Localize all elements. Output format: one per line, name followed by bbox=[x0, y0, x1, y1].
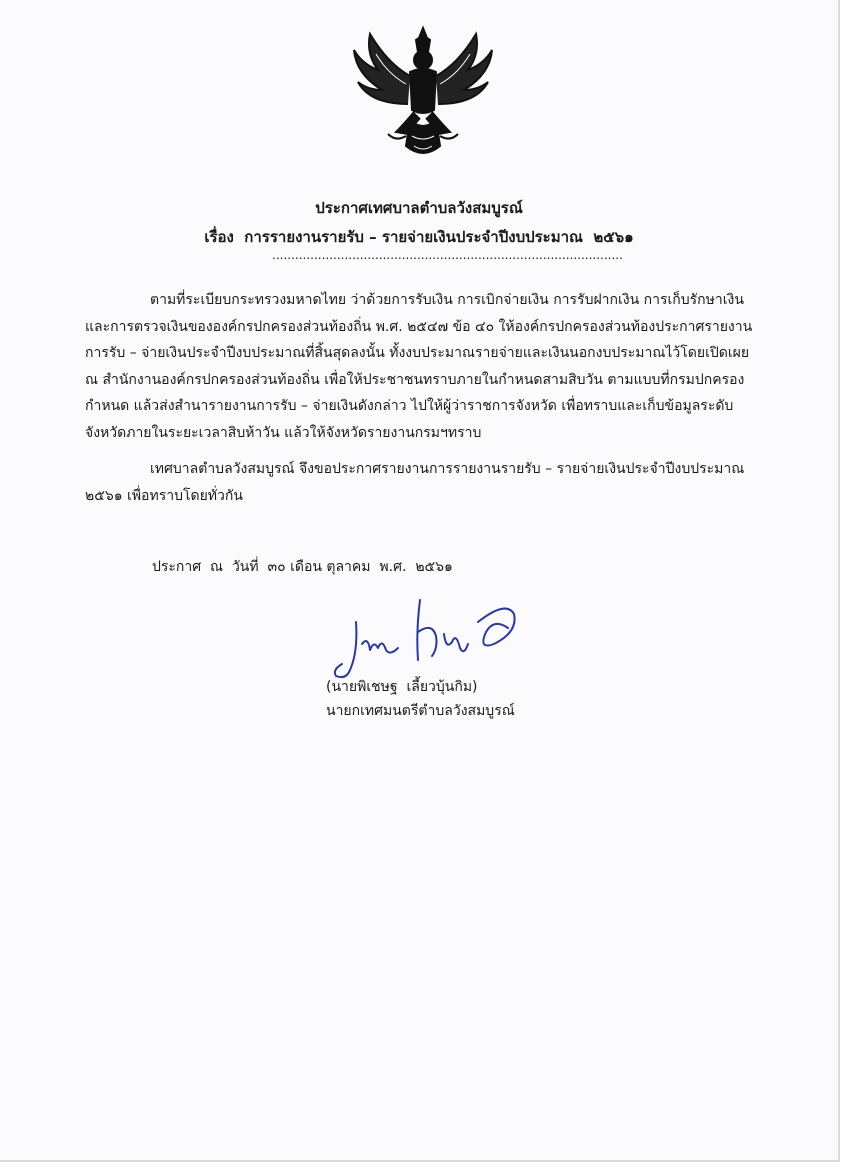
paragraph-line: ณ สำนักงานองค์กรปกครองส่วนท้องถิ่น เพื่อให้ประชาชนทราบภายในกำหนดสามสิบวัน ตามแบบที่กรมปกครอง bbox=[85, 371, 745, 388]
announcement-date: ประกาศ ณ วันที่ ๓๐ เดือน ตุลาคม พ.ศ. ๒๕๖๑ bbox=[152, 559, 453, 575]
paragraph-line: จังหวัดภายในระยะเวลาสิบห้าวัน แล้วให้จังหวัดรายงานกรมฯทราบ bbox=[85, 424, 482, 441]
signer-name: (นายพิเชษฐ เลี้ยวบุ้นกิม) bbox=[326, 679, 478, 695]
paragraph-2 bbox=[85, 456, 753, 509]
paragraph-line: ๒๕๖๑ เพื่อทราบโดยทั่วกัน bbox=[85, 487, 243, 504]
paragraph-line: การรับ – จ่ายเงินประจำปีงบประมาณที่สิ้นสุดลงนั้น ทั้งงบประมาณรายจ่ายและเงินนอกงบประมาณไว้โดยเปิดเผย bbox=[85, 345, 750, 361]
paragraph-1 bbox=[85, 287, 753, 446]
garuda-emblem-icon bbox=[348, 24, 498, 164]
subject-line: เรื่อง การรายงานรายรับ – รายจ่ายเงินประจำปีงบประมาณ ๒๕๖๑ bbox=[204, 228, 634, 246]
signer-title: นายกเทศมนตรีตำบลวังสมบูรณ์ bbox=[326, 703, 515, 719]
paragraph-line: ตามที่ระเบียบกระทรวงมหาดไทย ว่าด้วยการรับเงิน การเบิกจ่ายเงิน การรับฝากเงิน การเก็บรักษาเงิน bbox=[150, 292, 744, 308]
paragraph-line: กำหนด แล้วส่งสำนารายงานการรับ – จ่ายเงินดังกล่าว ไปให้ผู้ว่าราชการจังหวัด เพื่อทราบและเก็บข้อมูลระดับ bbox=[85, 398, 734, 414]
title-block bbox=[0, 194, 838, 252]
separator-dots: ............................................................................................ bbox=[272, 248, 623, 262]
paragraph-line: เทศบาลตำบลวังสมบูรณ์ จึงขอประกาศรายงานการรายงานรายรับ – รายจ่ายเงินประจำปีงบประมาณ bbox=[150, 461, 745, 477]
paragraph-line: และการตรวจเงินขององค์กรปกครองส่วนท้องถิ่น พ.ศ. ๒๕๔๗ ข้อ ๔๐ ให้องค์กรปกครองส่วนท้องประกาศรายงาน bbox=[85, 318, 753, 335]
org-title: ประกาศเทศบาลตำบลวังสมบูรณ์ bbox=[315, 199, 523, 217]
